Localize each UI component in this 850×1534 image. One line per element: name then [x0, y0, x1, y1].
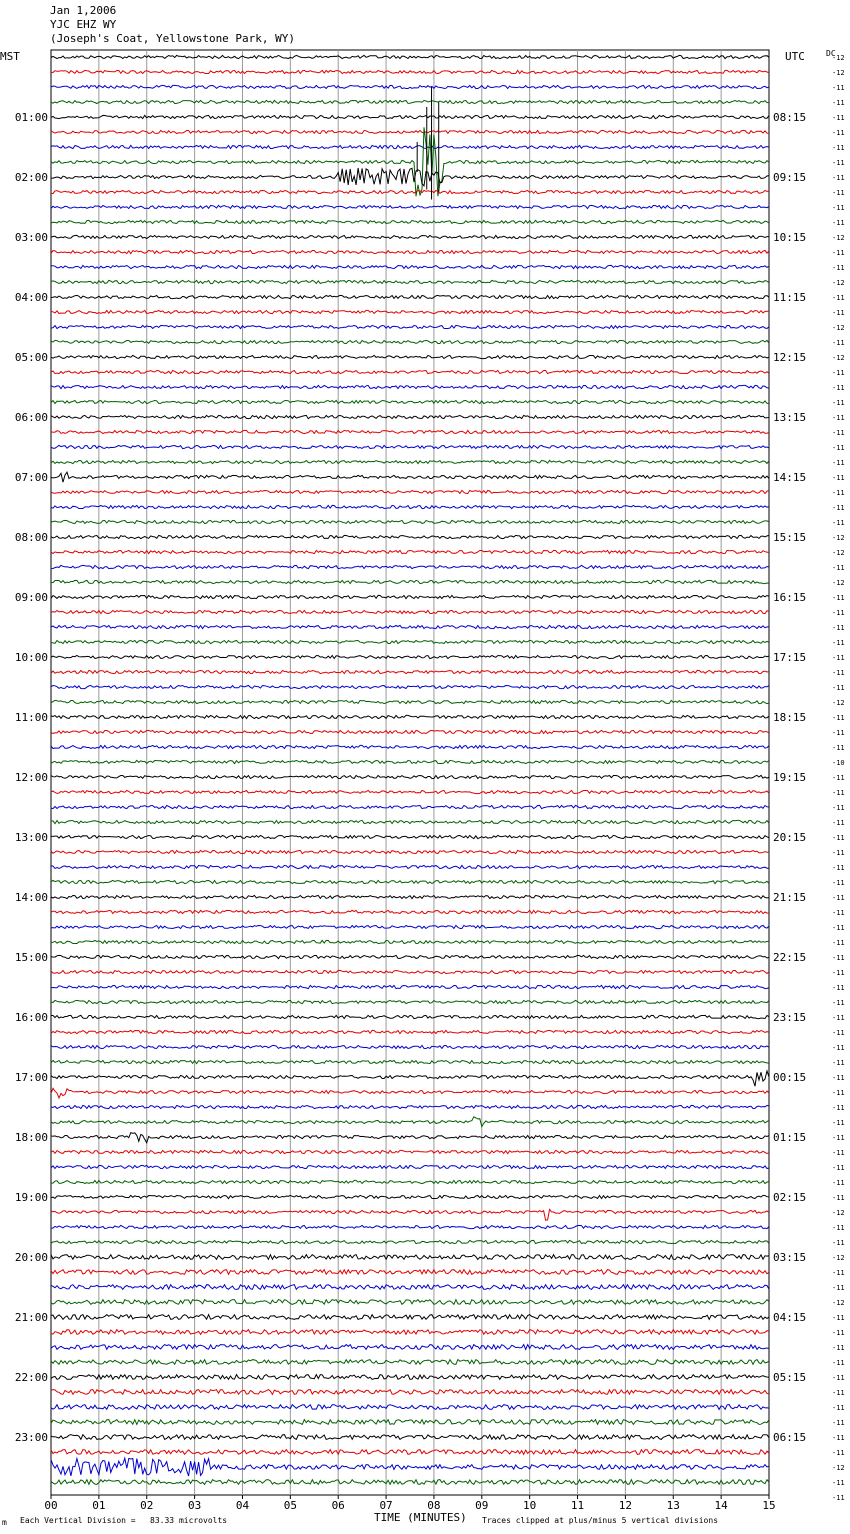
trace-line	[51, 265, 769, 268]
trace-line	[51, 1480, 769, 1485]
dc-offset-label: -11	[832, 189, 845, 197]
trace-line	[51, 700, 769, 703]
dc-offset-label: -11	[832, 849, 845, 857]
trace-line	[51, 1060, 769, 1063]
trace-line	[51, 115, 769, 118]
left-hour-label: 18:00	[14, 1131, 48, 1144]
trace-line	[51, 1133, 769, 1143]
dc-offset-label: -12	[832, 699, 845, 707]
dc-offset-label: -11	[832, 1284, 845, 1292]
right-hour-label: 05:15	[773, 1371, 807, 1384]
left-hour-label: 06:00	[14, 411, 48, 424]
trace-line	[51, 370, 769, 373]
trace-line	[51, 1270, 769, 1275]
dc-offset-label: -11	[832, 219, 845, 227]
x-tick-label: 06	[331, 1499, 345, 1512]
trace-line	[51, 430, 769, 433]
trace-line	[51, 580, 769, 583]
dc-offset-label: -11	[832, 264, 845, 272]
x-tick-label: 02	[140, 1499, 154, 1512]
trace-line	[51, 656, 769, 659]
trace-line	[51, 100, 769, 103]
dc-offset-label: -12	[832, 279, 845, 287]
trace-line	[51, 1345, 769, 1350]
dc-offset-label: -11	[832, 954, 845, 962]
dc-offset-label: -11	[832, 369, 845, 377]
dc-offset-label: -10	[832, 759, 845, 767]
trace-line	[51, 130, 769, 133]
left-hour-label: 09:00	[14, 591, 48, 604]
corner-mark: m	[2, 1518, 7, 1527]
dc-offset-label: -11	[832, 1449, 845, 1457]
left-hour-label: 10:00	[14, 651, 48, 664]
left-hour-label: 02:00	[14, 171, 48, 184]
right-hour-label: 22:15	[773, 951, 807, 964]
right-hour-label: 04:15	[773, 1311, 807, 1324]
left-hour-label: 05:00	[14, 351, 48, 364]
dc-offset-label: -12	[832, 234, 845, 242]
x-tick-label: 00	[44, 1499, 58, 1512]
trace-line	[51, 1285, 769, 1290]
trace-line	[51, 340, 769, 343]
trace-line	[51, 1117, 769, 1127]
dc-offset-label: -11	[832, 1014, 845, 1022]
trace-line	[51, 1375, 769, 1380]
dc-offset-label: -11	[832, 879, 845, 887]
left-hour-label: 20:00	[14, 1251, 48, 1264]
dc-offset-label: -11	[832, 1089, 845, 1097]
right-hour-label: 02:15	[773, 1191, 807, 1204]
trace-line	[51, 55, 769, 58]
right-hour-label: 20:15	[773, 831, 807, 844]
dc-offset-label: -11	[832, 1419, 845, 1427]
right-hour-label: 01:15	[773, 1131, 807, 1144]
dc-offset-label: -11	[832, 99, 845, 107]
dc-offset-label: -11	[832, 1389, 845, 1397]
trace-line	[51, 250, 769, 253]
trace-line	[51, 145, 769, 148]
dc-offset-label: -11	[832, 1494, 845, 1502]
trace-line	[51, 595, 769, 598]
trace-line	[51, 685, 769, 688]
right-hour-label: 23:15	[773, 1011, 807, 1024]
x-tick-label: 05	[283, 1499, 297, 1512]
dc-offset-label: -12	[832, 69, 845, 77]
trace-line	[51, 295, 769, 298]
dc-offset-label: -11	[832, 969, 845, 977]
trace-line	[51, 220, 769, 223]
dc-offset-label: -12	[832, 579, 845, 587]
dc-offset-label: -11	[832, 414, 845, 422]
left-hour-label: 13:00	[14, 831, 48, 844]
trace-line	[51, 1330, 769, 1335]
dc-offset-label: -11	[832, 399, 845, 407]
dc-offset-label: -11	[832, 489, 845, 497]
clip-note: Traces clipped at plus/minus 5 vertical divisions	[482, 1516, 719, 1525]
left-hour-label: 01:00	[14, 111, 48, 124]
right-hour-label: 18:15	[773, 711, 807, 724]
dc-offset-label: -11	[832, 309, 845, 317]
trace-line	[51, 70, 769, 73]
trace-line	[51, 127, 769, 196]
dc-offset-label: -11	[832, 684, 845, 692]
left-hour-label: 19:00	[14, 1191, 48, 1204]
x-tick-label: 07	[379, 1499, 393, 1512]
trace-line	[51, 760, 769, 763]
left-timezone-label: MST	[0, 50, 20, 63]
dc-offset-label: -11	[832, 564, 845, 572]
trace-line	[51, 460, 769, 463]
trace-line	[51, 550, 769, 553]
dc-offset-label: -11	[832, 519, 845, 527]
trace-line	[51, 955, 769, 958]
trace-line	[51, 505, 769, 508]
trace-line	[51, 1435, 769, 1440]
right-hour-label: 09:15	[773, 171, 807, 184]
trace-line	[51, 1150, 769, 1153]
trace-line	[51, 1165, 769, 1168]
dc-offset-label: -11	[832, 909, 845, 917]
right-hour-label: 13:15	[773, 411, 807, 424]
trace-line	[51, 280, 769, 283]
dc-offset-label: -11	[832, 504, 845, 512]
trace-line	[51, 790, 769, 793]
trace-line	[51, 880, 769, 883]
left-hour-label: 08:00	[14, 531, 48, 544]
dc-offset-label: -11	[832, 1434, 845, 1442]
trace-line	[51, 775, 769, 778]
trace-line	[51, 1088, 769, 1098]
dc-offset-label: -11	[832, 744, 845, 752]
dc-offset-label: -11	[832, 669, 845, 677]
dc-offset-label: -11	[832, 1059, 845, 1067]
trace-line	[51, 1000, 769, 1003]
dc-offset-label: -11	[832, 1179, 845, 1187]
trace-line	[51, 670, 769, 673]
trace-line	[51, 1180, 769, 1183]
right-hour-label: 11:15	[773, 291, 807, 304]
trace-line	[51, 1030, 769, 1033]
trace-line	[51, 850, 769, 853]
right-hour-label: 14:15	[773, 471, 807, 484]
dc-offset-label: -11	[832, 204, 845, 212]
dc-offset-label: -11	[832, 1404, 845, 1412]
x-tick-label: 11	[570, 1499, 585, 1512]
trace-line	[51, 640, 769, 643]
trace-line	[51, 970, 769, 973]
x-axis-title: TIME (MINUTES)	[374, 1511, 467, 1524]
trace-line	[51, 940, 769, 943]
trace-line	[51, 310, 769, 313]
dc-offset-label: -11	[832, 609, 845, 617]
dc-offset-label: -11	[832, 1329, 845, 1337]
dc-offset-label: -11	[832, 1164, 845, 1172]
x-tick-label: 14	[714, 1499, 728, 1512]
dc-offset-label: -11	[832, 84, 845, 92]
trace-line	[51, 1458, 769, 1476]
trace-line	[51, 1405, 769, 1410]
trace-line	[51, 715, 769, 718]
dc-offset-label: -11	[832, 444, 845, 452]
right-hour-label: 08:15	[773, 111, 807, 124]
dc-offset-label: -11	[832, 819, 845, 827]
trace-line	[51, 1225, 769, 1228]
trace-line	[51, 625, 769, 628]
dc-offset-label: -12	[832, 534, 845, 542]
trace-line	[51, 355, 769, 358]
trace-line	[51, 400, 769, 403]
dc-offset-label: -11	[832, 294, 845, 302]
chart-date: Jan 1,2006	[50, 4, 117, 17]
trace-line	[51, 385, 769, 388]
right-hour-label: 03:15	[773, 1251, 807, 1264]
trace-line	[51, 1195, 769, 1198]
trace-line	[51, 1255, 769, 1260]
trace-line	[51, 910, 769, 913]
dc-offset-header: DC	[826, 49, 836, 58]
dc-offset-label: -11	[832, 474, 845, 482]
right-hour-label: 00:15	[773, 1071, 807, 1084]
trace-line	[51, 1071, 769, 1086]
trace-line	[51, 535, 769, 538]
dc-offset-label: -12	[832, 1209, 845, 1217]
left-hour-label: 03:00	[14, 231, 48, 244]
dc-offset-label: -11	[832, 714, 845, 722]
trace-line	[51, 985, 769, 988]
dc-offset-label: -11	[832, 144, 845, 152]
trace-line	[51, 490, 769, 493]
trace-line	[51, 865, 769, 868]
dc-offset-label: -11	[832, 1344, 845, 1352]
dc-offset-label: -11	[832, 1149, 845, 1157]
trace-line	[51, 445, 769, 448]
x-tick-label: 09	[475, 1499, 489, 1512]
dc-offset-label: -11	[832, 174, 845, 182]
trace-line	[51, 205, 769, 208]
trace-line	[51, 1360, 769, 1365]
dc-offset-label: -12	[832, 54, 845, 62]
left-hour-label: 07:00	[14, 471, 48, 484]
left-hour-label: 14:00	[14, 891, 48, 904]
right-timezone-label: UTC	[785, 50, 805, 63]
trace-line	[51, 565, 769, 568]
x-tick-label: 01	[92, 1499, 106, 1512]
right-hour-label: 16:15	[773, 591, 807, 604]
dc-offset-label: -12	[832, 1254, 845, 1262]
trace-line	[51, 85, 769, 88]
dc-offset-label: -11	[832, 1119, 845, 1127]
trace-line	[51, 1045, 769, 1048]
trace-line	[51, 895, 769, 898]
dc-offset-label: -11	[832, 339, 845, 347]
trace-line	[51, 730, 769, 733]
trace-line	[51, 925, 769, 928]
dc-offset-label: -11	[832, 894, 845, 902]
left-hour-label: 17:00	[14, 1071, 48, 1084]
dc-offset-label: -11	[832, 639, 845, 647]
trace-line	[51, 1450, 769, 1455]
dc-offset-label: -11	[832, 249, 845, 257]
dc-offset-label: -11	[832, 1374, 845, 1382]
trace-line	[51, 835, 769, 838]
dc-offset-label: -11	[832, 1134, 845, 1142]
dc-offset-label: -12	[832, 324, 845, 332]
x-tick-label: 04	[235, 1499, 250, 1512]
dc-offset-label: -11	[832, 804, 845, 812]
x-tick-label: 12	[618, 1499, 633, 1512]
trace-line	[51, 1315, 769, 1320]
trace-line	[51, 1390, 769, 1395]
dc-offset-label: -12	[832, 1299, 845, 1307]
dc-offset-label: -11	[832, 459, 845, 467]
dc-offset-label: -11	[832, 924, 845, 932]
x-tick-label: 08	[427, 1499, 441, 1512]
station-code: YJC EHZ WY	[50, 18, 117, 31]
dc-offset-label: -11	[832, 1314, 845, 1322]
dc-offset-label: -11	[832, 1194, 845, 1202]
dc-offset-label: -11	[832, 1029, 845, 1037]
trace-line	[51, 235, 769, 238]
dc-offset-label: -11	[832, 159, 845, 167]
dc-offset-label: -11	[832, 114, 845, 122]
dc-offset-label: -11	[832, 624, 845, 632]
x-tick-label: 13	[666, 1499, 680, 1512]
dc-offset-label: -11	[832, 729, 845, 737]
trace-line	[51, 415, 769, 418]
dc-offset-label: -11	[832, 1044, 845, 1052]
trace-line	[51, 1209, 769, 1220]
left-hour-label: 11:00	[14, 711, 48, 724]
trace-line	[51, 610, 769, 613]
dc-offset-label: -11	[832, 999, 845, 1007]
station-location: (Joseph's Coat, Yellowstone Park, WY)	[50, 32, 296, 45]
dc-offset-label: -11	[832, 939, 845, 947]
trace-line	[51, 1015, 769, 1018]
left-hour-label: 16:00	[14, 1011, 48, 1024]
trace-line	[51, 1240, 769, 1243]
x-tick-label: 03	[187, 1499, 202, 1512]
trace-line	[51, 1420, 769, 1425]
right-hour-label: 21:15	[773, 891, 807, 904]
dc-offset-label: -11	[832, 1269, 845, 1277]
dc-offset-label: -11	[832, 984, 845, 992]
trace-line	[51, 1105, 769, 1108]
left-hour-label: 22:00	[14, 1371, 48, 1384]
dc-offset-label: -11	[832, 129, 845, 137]
trace-line	[51, 168, 769, 186]
left-hour-label: 15:00	[14, 951, 48, 964]
dc-offset-label: -12	[832, 549, 845, 557]
x-tick-label: 10	[523, 1499, 537, 1512]
left-hour-label: 04:00	[14, 291, 48, 304]
right-hour-label: 06:15	[773, 1431, 807, 1444]
dc-offset-label: -11	[832, 1104, 845, 1112]
dc-offset-label: -12	[832, 1464, 845, 1472]
dc-offset-label: -11	[832, 1074, 845, 1082]
right-hour-label: 12:15	[773, 351, 807, 364]
right-hour-label: 19:15	[773, 771, 807, 784]
dc-offset-label: -11	[832, 774, 845, 782]
trace-line	[51, 805, 769, 808]
dc-offset-label: -11	[832, 429, 845, 437]
dc-offset-label: -11	[832, 1239, 845, 1247]
dc-offset-label: -11	[832, 1479, 845, 1487]
dc-offset-label: -11	[832, 1359, 845, 1367]
trace-line	[51, 820, 769, 823]
trace-line	[51, 1300, 769, 1305]
left-hour-label: 12:00	[14, 771, 48, 784]
dc-offset-label: -11	[832, 594, 845, 602]
trace-line	[51, 520, 769, 523]
dc-offset-label: -12	[832, 354, 845, 362]
dc-offset-label: -11	[832, 864, 845, 872]
left-hour-label: 21:00	[14, 1311, 48, 1324]
dc-offset-label: -11	[832, 834, 845, 842]
left-hour-label: 23:00	[14, 1431, 48, 1444]
right-hour-label: 17:15	[773, 651, 807, 664]
right-hour-label: 15:15	[773, 531, 807, 544]
dc-offset-label: -11	[832, 384, 845, 392]
dc-offset-label: -11	[832, 789, 845, 797]
trace-line	[51, 472, 769, 482]
dc-offset-label: -11	[832, 654, 845, 662]
trace-line	[51, 190, 769, 193]
x-tick-label: 15	[762, 1499, 776, 1512]
dc-offset-label: -11	[832, 1224, 845, 1232]
trace-line	[51, 745, 769, 748]
right-hour-label: 10:15	[773, 231, 807, 244]
trace-line	[51, 325, 769, 328]
scale-note: Each Vertical Division = 83.33 microvolts	[20, 1516, 228, 1525]
